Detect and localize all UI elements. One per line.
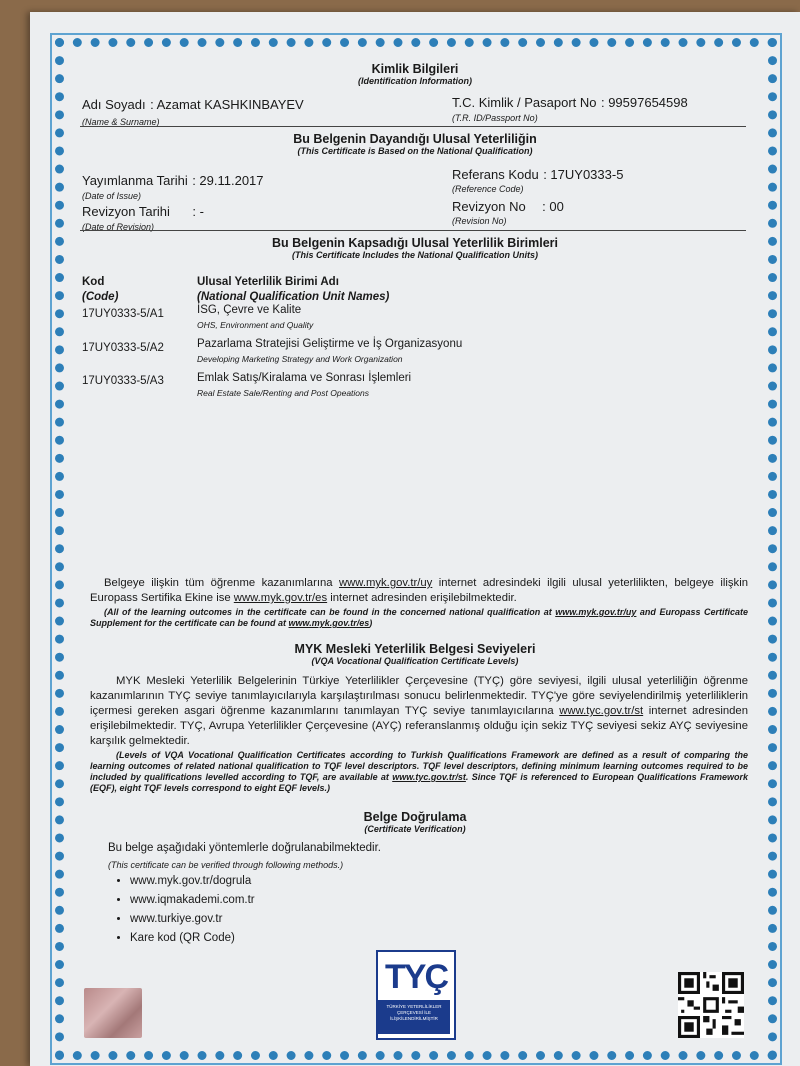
- verification-method-turkiye[interactable]: • www.turkiye.gov.tr: [130, 910, 728, 929]
- tyc-logo-mark: TYÇ: [385, 958, 447, 996]
- issue-date-label: Yayımlanma Tarihi: [82, 173, 188, 188]
- levels-title-en: (VQA Vocational Qualification Certificate Levels): [311, 656, 519, 666]
- verification-intro: Bu belge aşağıdaki yöntemlerle doğrulanabilmektedir.: [108, 842, 381, 854]
- link-myk-uy[interactable]: www.myk.gov.tr/uy: [338, 577, 433, 589]
- revision-date-field: Revizyon Tarihi : -: [82, 204, 204, 219]
- revision-no-label: Revizyon No: [452, 199, 526, 214]
- qr-code[interactable]: [678, 972, 744, 1038]
- issue-date-value: 29.11.2017: [199, 173, 264, 188]
- verification-method-qr: • Kare kod (QR Code): [130, 929, 728, 948]
- levels-section: [90, 674, 748, 794]
- unit-name-en: Developing Marketing Strategy and Work Organization: [197, 354, 403, 364]
- revision-date-value: -: [199, 204, 204, 219]
- hologram-sticker: [84, 988, 142, 1038]
- learning-outcomes-section: [90, 576, 748, 629]
- verification-title: Belge Doğrulama: [363, 810, 467, 824]
- id-field: T.C. Kimlik / Pasaport No : 99597654598: [452, 95, 688, 110]
- issue-date-field: Yayımlanma Tarihi : 29.11.2017: [82, 173, 264, 188]
- revision-no-field: Revizyon No : 00: [452, 199, 564, 214]
- identification-title: Kimlik Bilgileri: [371, 62, 459, 76]
- unit-name: Emlak Satış/Kiralama ve Sonrası İşlemleri: [197, 372, 412, 384]
- reference-code-label-en: (Reference Code): [452, 184, 524, 194]
- issue-date-label-en: (Date of Issue): [82, 191, 142, 201]
- unit-name-en: Real Estate Sale/Renting and Post Opeations: [197, 388, 369, 398]
- name-value: Azamat KASHKINBAYEV: [156, 97, 304, 112]
- name-label: Adı Soyadı: [82, 97, 146, 112]
- units-table: [82, 276, 752, 406]
- verification-methods: [108, 872, 728, 948]
- link-tyc-st-en[interactable]: www.tyc.gov.tr/st: [392, 772, 466, 782]
- id-label-en: (T.R. ID/Passport No): [452, 113, 538, 123]
- link-myk-uy-en[interactable]: www.myk.gov.tr/uy: [555, 607, 637, 617]
- levels-text: MYK Mesleki Yeterlilik Belgelerinin Türkiye Yeterlilikler Çerçevesine (TYÇ) göre seviyesi, ilgili ulusal yeterliliğin öğrenme kazanımlarının TYÇ seviye tanımlayıcılarıyla karşılaştırılması sonucu belirlenmektedir. TYÇ'ye göre seviyelendirilmiş yeterliliklerin içermesi gereken asgari öğrenme kazanımlarını tanımlayan TYÇ seviye tanımlayıcılarına www.tyc.gov.tr/st internet adresinden erişilebilmektedir. TYÇ, Avrupa Yeterlilikler Çerçevesine (AYÇ) referanslanmış olduğu için sekiz TYÇ seviyesi sekiz AYÇ seviyesine karşılık gelmektedir.: [90, 675, 748, 747]
- verification-method-myk[interactable]: • www.myk.gov.tr/dogrula: [130, 872, 728, 891]
- revision-no-value: 00: [549, 199, 564, 214]
- code-column-header: Kod: [82, 276, 105, 288]
- verification-method-iqm[interactable]: • www.iqmakademi.com.tr: [130, 891, 728, 910]
- unit-code: 17UY0333-5/A1: [82, 308, 164, 320]
- revision-no-label-en: (Revision No): [452, 216, 507, 226]
- reference-code-field: Referans Kodu : 17UY0333-5: [452, 167, 624, 182]
- levels-text-en: (Levels of VQA Vocational Qualification Certificates according to Turkish Qualifications Framework are defined as a result of comparing the learning outcomes of related national qualification to TQF level descriptors. TQF level descriptors, defining minimum learning outcomes required to be included by qualifications levelled according to TQF, are available at www.tyc.gov.tr/st. Since TQF is referenced to European Qualifications Framework (EQF), eight TQF levels correspond to eight EQF levels.): [90, 750, 748, 793]
- verification-title-en: (Certificate Verification): [364, 824, 466, 834]
- certificate-content: [80, 60, 750, 1050]
- identification-title-en: (Identification Information): [358, 76, 472, 86]
- levels-header: [80, 642, 750, 666]
- link-myk-es-en[interactable]: www.myk.gov.tr/es: [288, 618, 370, 628]
- unit-code: 17UY0333-5/A2: [82, 342, 164, 354]
- name-field: Adı Soyadı : Azamat KASHKINBAYEV: [82, 97, 304, 112]
- unit-code: 17UY0333-5/A3: [82, 375, 164, 387]
- units-title: Bu Belgenin Kapsadığı Ulusal Yeterlilik Birimleri: [272, 236, 558, 250]
- qualification-title-en: (This Certificate is Based on the National Qualification): [297, 146, 533, 156]
- id-value: 99597654598: [608, 95, 688, 110]
- unit-name-en: OHS, Environment and Quality: [197, 320, 314, 330]
- unit-name: Pazarlama Stratejisi Geliştirme ve İş Organizasyonu: [197, 338, 463, 350]
- link-tyc-st[interactable]: www.tyc.gov.tr/st: [559, 705, 644, 717]
- id-label: T.C. Kimlik / Pasaport No: [452, 95, 597, 110]
- unit-name-column-header: Ulusal Yeterlilik Birimi Adı: [197, 276, 339, 288]
- units-header: [80, 236, 750, 260]
- tyc-logo-caption: TÜRKİYE YETERLİLİKLER ÇERÇEVESİ İLE İLİŞKİLENDİRİLMİŞTİR: [378, 1000, 450, 1034]
- divider: [80, 230, 746, 231]
- identification-header: [80, 62, 750, 86]
- unit-name: İSG, Çevre ve Kalite: [197, 304, 302, 316]
- qualification-title: Bu Belgenin Dayandığı Ulusal Yeterliliğin: [293, 132, 537, 146]
- revision-date-label: Revizyon Tarihi: [82, 204, 170, 219]
- reference-code-value: 17UY0333-5: [550, 167, 624, 182]
- levels-title: MYK Mesleki Yeterlilik Belgesi Seviyeleri: [294, 642, 536, 656]
- verification-intro-en: (This certificate can be verified through following methods.): [108, 860, 344, 870]
- learning-outcomes-text: Belgeye ilişkin tüm öğrenme kazanımlarına www.myk.gov.tr/uy internet adresindeki ilgili ulusal yeterlilikten, belgeye ilişkin Europass Sertifika Ekine ise www.myk.gov.tr/es internet adresinden erişilebilmektedir.: [90, 577, 748, 604]
- reference-code-label: Referans Kodu: [452, 167, 539, 182]
- unit-name-column-header-en: (National Qualification Unit Names): [197, 291, 390, 303]
- verification-section: [108, 842, 728, 948]
- name-label-en: (Name & Surname): [82, 117, 160, 127]
- link-myk-es[interactable]: www.myk.gov.tr/es: [233, 592, 328, 604]
- divider: [80, 126, 746, 127]
- units-title-en: (This Certificate Includes the National Qualification Units): [291, 250, 539, 260]
- verification-header: [80, 810, 750, 834]
- code-column-header-en: (Code): [82, 291, 119, 303]
- tyc-logo: [376, 950, 456, 1040]
- qualification-header: [80, 132, 750, 156]
- learning-outcomes-text-en: (All of the learning outcomes in the certificate can be found in the concerned national qualification at www.myk.gov.tr/uy and Europass Certificate Supplement for the certificate can be found at www.myk.gov.tr/es): [90, 607, 748, 628]
- revision-date-label-en: (Date of Revision): [82, 222, 155, 232]
